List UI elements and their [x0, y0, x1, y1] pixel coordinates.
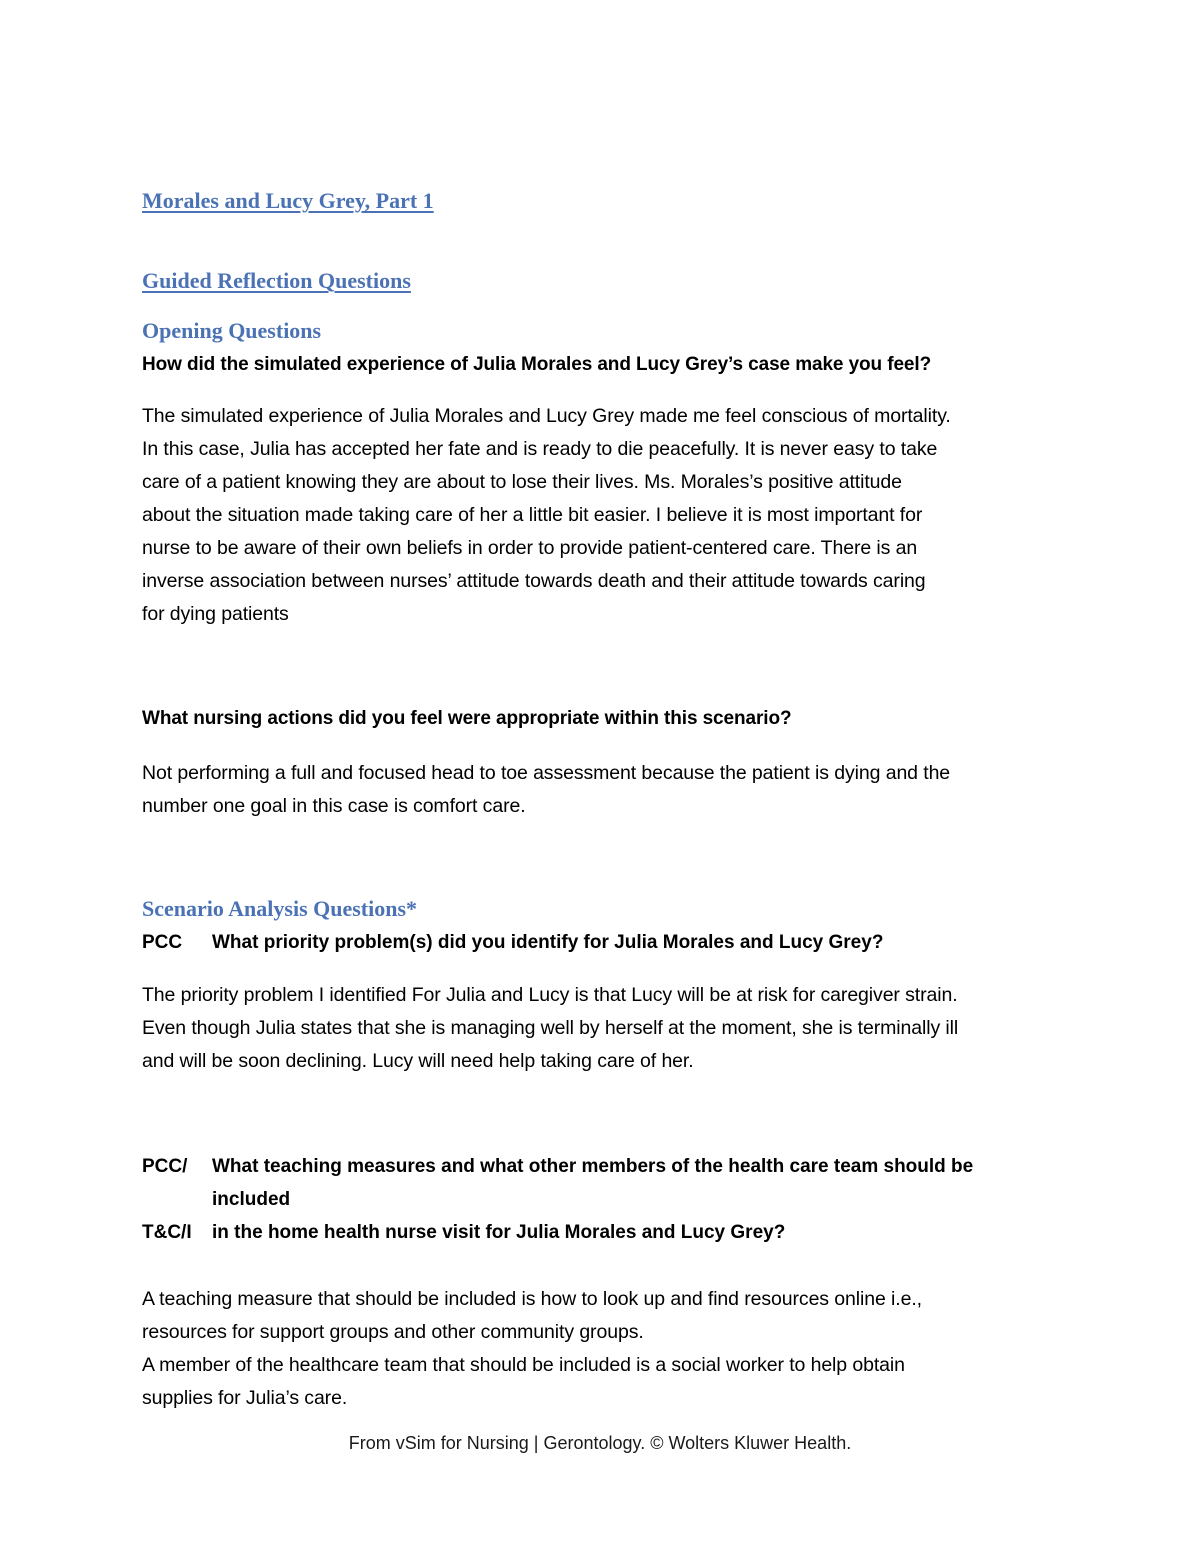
- question-text: What teaching measures and what other members of the health care team should be: [212, 1156, 974, 1177]
- answer-line: In this case, Julia has accepted her fate and is ready to die peacefully. It is never easy to take: [142, 438, 938, 460]
- answer-line: A teaching measure that should be included is how to look up and find resources online i.e.,: [142, 1288, 922, 1310]
- answer-nursing-actions: [142, 757, 1062, 823]
- question-tag: T&C/I: [142, 1222, 192, 1243]
- scenario-analysis-heading: Scenario Analysis Questions*: [142, 896, 418, 921]
- answer-line: supplies for Julia’s care.: [142, 1387, 348, 1409]
- answer-teaching-measure: [142, 1283, 1062, 1349]
- answer-line: care of a patient knowing they are about to lose their lives. Ms. Morales’s positive attitude: [142, 471, 902, 493]
- question-tag: PCC: [142, 932, 183, 953]
- answer-line: and will be soon declining. Lucy will need help taking care of her.: [142, 1050, 694, 1072]
- question-text: included: [212, 1189, 291, 1210]
- answer-line: The simulated experience of Julia Morales and Lucy Grey made me feel conscious of mortality.: [142, 405, 951, 427]
- opening-questions-heading: Opening Questions: [142, 318, 322, 343]
- question-feelings: How did the simulated experience of Julia Morales and Lucy Grey’s case make you feel?: [142, 354, 932, 375]
- question-text: in the home health nurse visit for Julia Morales and Lucy Grey?: [212, 1222, 786, 1243]
- answer-line: Not performing a full and focused head to toe assessment because the patient is dying and the: [142, 762, 951, 784]
- answer-line: number one goal in this case is comfort care.: [142, 795, 526, 817]
- answer-line: for dying patients: [142, 603, 289, 625]
- answer-line: A member of the healthcare team that should be included is a social worker to help obtain: [142, 1354, 905, 1376]
- answer-line: The priority problem I identified For Julia and Lucy is that Lucy will be at risk for caregiver strain.: [142, 984, 958, 1006]
- question-nursing-actions: What nursing actions did you feel were appropriate within this scenario?: [142, 708, 792, 729]
- page-footer: From vSim for Nursing | Gerontology. © Wolters Kluwer Health.: [348, 1433, 852, 1453]
- question-text: What priority problem(s) did you identify for Julia Morales and Lucy Grey?: [212, 932, 884, 953]
- document-subtitle: Guided Reflection Questions: [142, 268, 411, 293]
- answer-line: Even though Julia states that she is managing well by herself at the moment, she is terminally ill: [142, 1017, 959, 1039]
- answer-line: inverse association between nurses’ attitude towards death and their attitude towards caring: [142, 570, 926, 592]
- answer-feelings: [142, 400, 1062, 631]
- answer-line: about the situation made taking care of her a little bit easier. I believe it is most important for: [142, 504, 923, 526]
- answer-line: resources for support groups and other community groups.: [142, 1321, 644, 1343]
- question-tag: PCC/: [142, 1156, 188, 1177]
- answer-line: nurse to be aware of their own beliefs in order to provide patient-centered care. There is an: [142, 537, 918, 559]
- document-title: Morales and Lucy Grey, Part 1: [142, 188, 434, 213]
- answer-priority-problem: [142, 979, 1062, 1078]
- answer-team-member: [142, 1349, 1062, 1415]
